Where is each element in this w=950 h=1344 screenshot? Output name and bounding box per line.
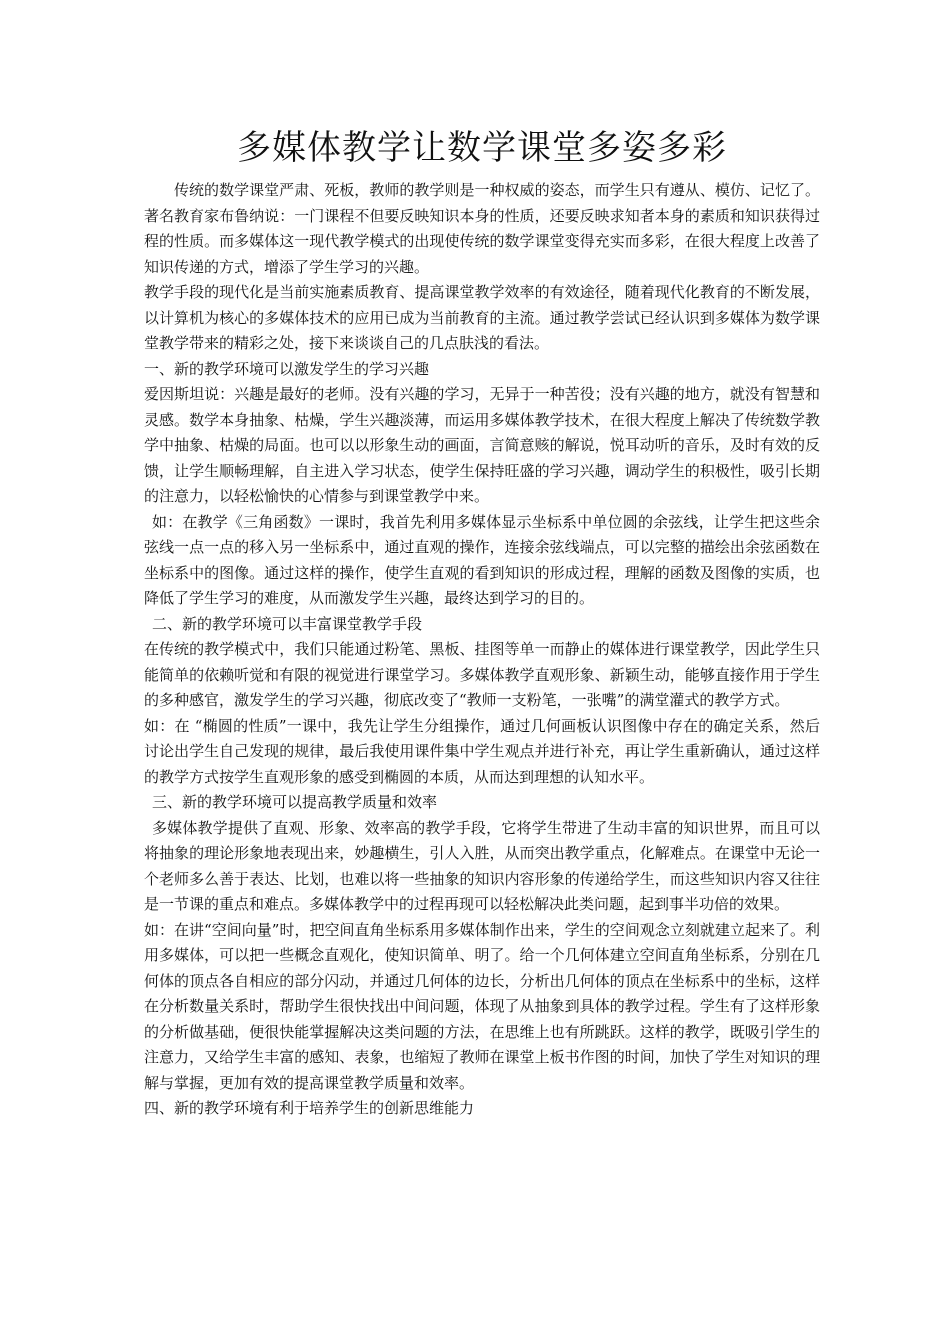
modernization-paragraph: 教学手段的现代化是当前实施素质教育、提高课堂教学效率的有效途径，随着现代化教育的不断发展，以计算机为核心的多媒体技术的应用已成为当前教育的主流。通过教学尝试已经认识到多媒体为数学课堂教学带来的精彩之处，接下来谈谈自己的几点肤浅的看法。	[144, 283, 820, 352]
section-heading-4: 四、新的教学环境有利于培养学生的创新思维能力	[144, 1099, 475, 1117]
section-heading-3: 三、新的教学环境可以提高教学质量和效率	[152, 793, 438, 811]
section-heading-2: 二、新的教学环境可以丰富课堂教学手段	[152, 614, 423, 633]
section-3-example-paragraph: 如：在讲“空间向量”时，把空间直角坐标系用多媒体制作出来，学生的空间观念立刻就建立起来了。利用多媒体，可以把一些概念直观化，使知识简单、明了。给一个几何体建立空间直角坐标系，分别在几何体的顶点各自相应的部分闪动，并通过几何体的边长，分析出几何体的顶点在坐标系中的坐标，这样在分析数量关系时，帮助学生很快找出中间问题，体现了从抽象到具体的教学过程。学生有了这样形象的分析做基础，便很快能掌握解决这类问题的方法，在思维上也有所跳跃。这样的教学，既吸引学生的注意力，又给学生丰富的感知、表象，也缩短了教师在课堂上板书作图的时间，加快了学生对知识的理解与掌握，更加有效的提高课堂教学质量和效率。	[144, 920, 820, 1092]
section-2-example-paragraph: 如：在 “椭圆的性质”一课中，我先让学生分组操作，通过几何画板认识图像中存在的确定关系，然后讨论出学生自己发现的规律，最后我使用课件集中学生观点并进行补充，再让学生重新确认，通过这样的教学方式按学生直观形象的感受到椭圆的本质，从而达到理想的认知水平。	[144, 716, 820, 786]
document-title: 多媒体教学让数学课堂多姿多彩	[237, 128, 727, 168]
document-page	[144, 118, 820, 1122]
section-1-example-paragraph: 如：在教学《三角函数》一课时，我首先利用多媒体显示坐标系中单位圆的余弦线，让学生把这些余弦线一点一点的移入另一坐标系中，通过直观的操作，连接余弦线端点，可以完整的描绘出余弦函数在坐标系中的图像。通过这样的操作，使学生直观的看到知识的形成过程，理解的函数及图像的实质，也降低了学生学习的难度，从而激发学生兴趣，最终达到学习的目的。	[144, 512, 820, 607]
section-2-paragraph: 在传统的教学模式中，我们只能通过粉笔、黑板、挂图等单一而静止的媒体进行课堂教学，因此学生只能简单的依赖听觉和有限的视觉进行课堂学习。多媒体教学直观形象、新颖生动，能够直接作用于学生的多种感官，激发学生的学习兴趣，彻底改变了“教师一支粉笔，一张嘴”的满堂灌式的教学方式。	[144, 640, 820, 709]
section-heading-1: 一、新的教学环境可以激发学生的学习兴趣	[144, 359, 430, 378]
section-1-paragraph: 爱因斯坦说：兴趣是最好的老师。没有兴趣的学习，无异于一种苦役；没有兴趣的地方，就没有智慧和灵感。数学本身抽象、枯燥，学生兴趣淡薄，而运用多媒体教学技术，在很大程度上解决了传统数学教学中抽象、枯燥的局面。也可以以形象生动的画面，言简意赅的解说，悦耳动听的音乐，及时有效的反馈，让学生顺畅理解，自主进入学习状态，使学生保持旺盛的学习兴趣，调动学生的积极性，吸引长期的注意力，以轻松愉快的心情参与到课堂教学中来。	[144, 385, 820, 505]
intro-paragraph: 传统的数学课堂严肃、死板，教师的教学则是一种权威的姿态，而学生只有遵从、模仿、记忆了。著名教育家布鲁纳说：一门课程不但要反映知识本身的性质，还要反映求知者本身的素质和知识获得过程的性质。而多媒体这一现代教学模式的出现使传统的数学课堂变得充实而多彩，在很大程度上改善了知识传递的方式，增添了学生学习的兴趣。	[144, 181, 820, 276]
section-3-paragraph: 多媒体教学提供了直观、形象、效率高的教学手段，它将学生带进了生动丰富的知识世界，而且可以将抽象的理论形象地表现出来，妙趣横生，引人入胜，从而突出教学重点，化解难点。在课堂中无论一个老师多么善于表达、比划，也难以将一些抽象的知识内容形象的传递给学生，而这些知识内容又往往是一节课的重点和难点。多媒体教学中的过程再现可以轻松解决此类问题，起到事半功倍的效果。	[144, 818, 820, 913]
